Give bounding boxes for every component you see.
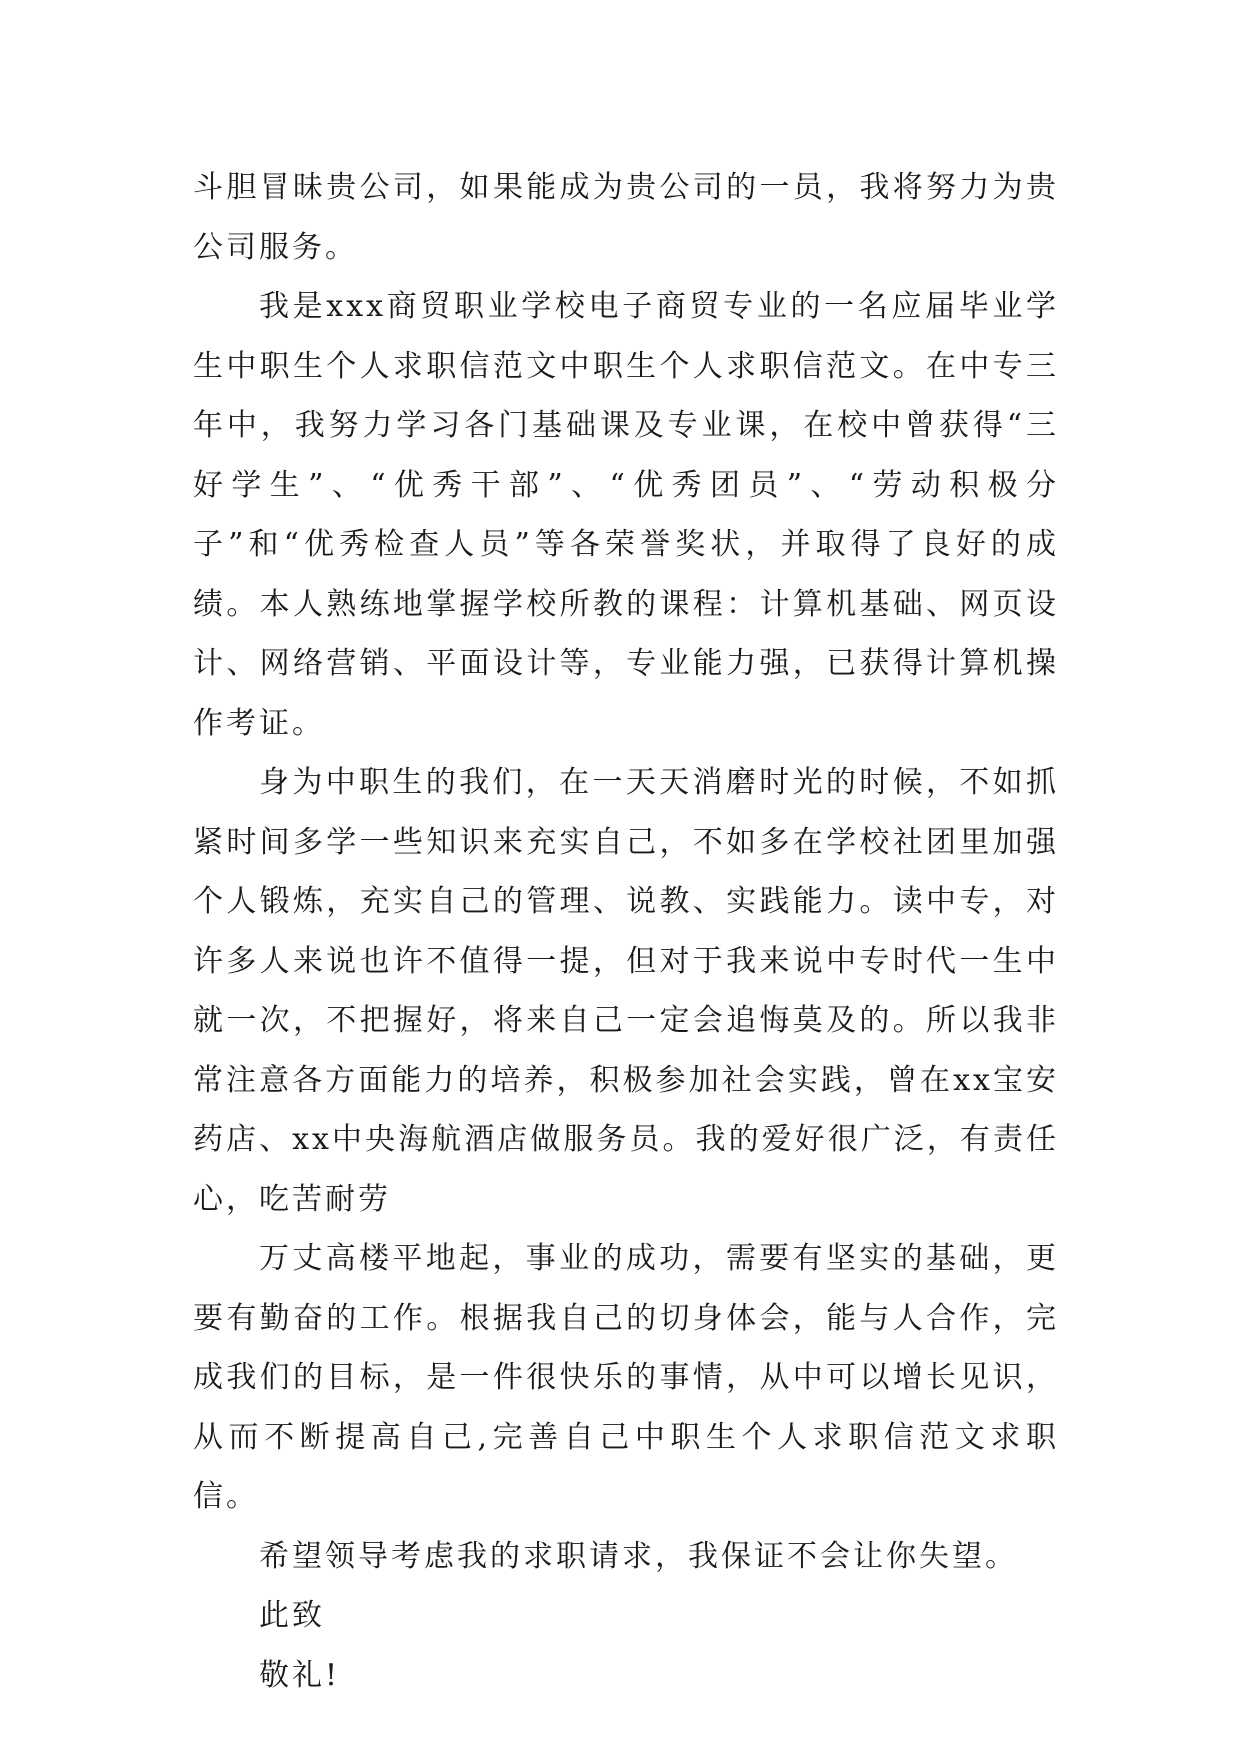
paragraph-closing-request: 希望领导考虑我的求职请求，我保证不会让你失望。 [259, 1538, 1018, 1574]
paragraph-aspiration: 万丈高楼平地起，事业的成功，需要有坚实的基础，更要有勤奋的工作。根据我自己的切身体会，能与人合作，完成我们的目标，是一件很快乐的事情，从中可以增长见识，从而不断提高自己,完善自己中职生个人求职信范文求职信。 [193, 1241, 1059, 1514]
salutation-cizhi: 此致 [259, 1598, 325, 1633]
salutation-jingli: 敬礼! [259, 1657, 341, 1693]
paragraph-self-introduction: 我是xxx商贸职业学校电子商贸专业的一名应届毕业学生中职生个人求职信范文中职生个人求职信范文。在中专三年中，我努力学习各门基础课及专业课，在校中曾获得“三好学生”、“优秀干部”、“优秀团员”、“劳动积极分子”和“优秀检查人员”等各荣誉奖状，并取得了良好的成绩。本人熟练地掌握学校所教的课程：计算机基础、网页设计、网络营销、平面设计等，专业能力强，已获得计算机操作考证。 [193, 289, 1059, 741]
document-body [193, 158, 1059, 1705]
paragraph-experience: 身为中职生的我们，在一天天消磨时光的时候，不如抓紧时间多学一些知识来充实自己，不如多在学校社团里加强个人锻炼，充实自己的管理、说教、实践能力。读中专，对许多人来说也许不值得一提，但对于我来说中专时代一生中就一次，不把握好，将来自己一定会追悔莫及的。所以我非常注意各方面能力的培养，积极参加社会实践，曾在xx宝安药店、xx中央海航酒店做服务员。我的爱好很广泛，有责任心，吃苦耐劳 [193, 765, 1059, 1217]
paragraph-continuation: 斗胆冒昧贵公司，如果能成为贵公司的一员，我将努力为贵公司服务。 [193, 170, 1059, 265]
